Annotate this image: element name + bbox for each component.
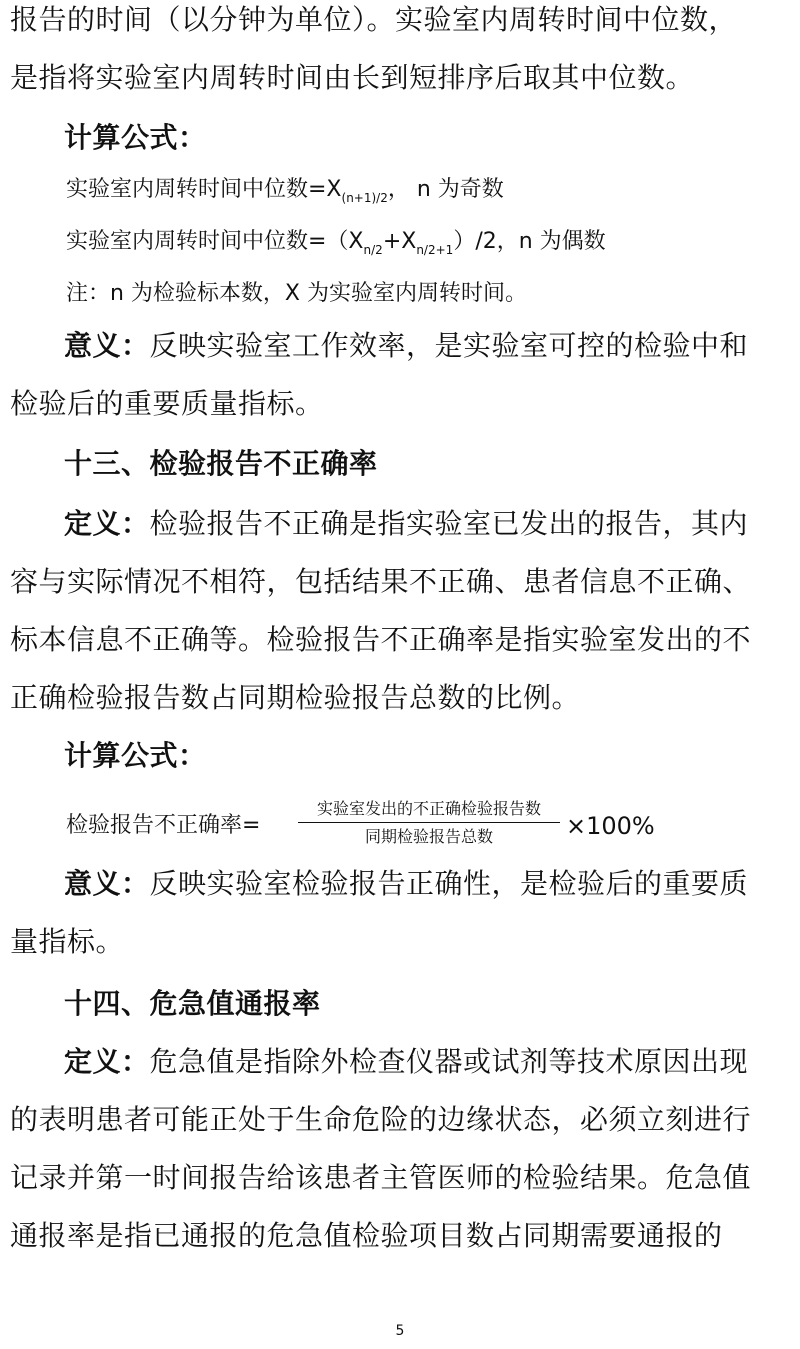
- definition-paragraph: [64, 1042, 790, 1082]
- significance-text: 反映实验室工作效率，是实验室可控的检验中和: [149, 329, 749, 362]
- significance-paragraph: [64, 326, 790, 366]
- body-text-line: 检验后的重要质量指标。: [10, 387, 324, 420]
- body-text-line: 的表明患者可能正处于生命危险的边缘状态，必须立刻进行: [10, 1103, 752, 1136]
- section-heading-13: 十三、检验报告不正确率: [64, 447, 378, 480]
- formula-odd: [66, 174, 504, 214]
- formula-label: 计算公式：: [64, 121, 207, 154]
- definition-text: 危急值是指除外检查仪器或试剂等技术原因出现: [149, 1045, 749, 1078]
- formula-even-subscript-2: n/2+1: [416, 243, 454, 257]
- fraction-numerator: 实验室发出的不正确检验报告数: [316, 799, 541, 818]
- significance-lead: 意义：: [64, 329, 150, 362]
- page-number: 5: [395, 1323, 405, 1339]
- formula-odd-subscript: (n+1)/2: [341, 191, 388, 205]
- significance-lead: 意义：: [64, 867, 150, 900]
- definition-lead: 定义：: [64, 1045, 150, 1078]
- definition-lead: 定义：: [64, 507, 150, 540]
- formula-odd-text: 实验室内周转时间中位数=X: [66, 177, 342, 202]
- body-text-line: 报告的时间（以分钟为单位）。实验室内周转时间中位数，: [10, 3, 738, 36]
- body-text-line: 容与实际情况不相符，包括结果不正确、患者信息不正确、: [10, 565, 752, 598]
- body-text-line: 量指标。: [10, 925, 125, 958]
- body-text-line: 是指将实验室内周转时间由长到短排序后取其中位数。: [10, 61, 695, 94]
- fraction-bar: [298, 822, 560, 823]
- formula-even-text: 实验室内周转时间中位数=（X: [66, 229, 364, 254]
- formula-even-subscript-1: n/2: [363, 243, 383, 257]
- significance-paragraph: [64, 864, 790, 904]
- formula-even-plus: +X: [382, 229, 417, 254]
- formula-even-tail: ）/2，n 为偶数: [453, 229, 606, 254]
- body-text-line: 标本信息不正确等。检验报告不正确率是指实验室发出的不: [10, 623, 752, 656]
- fraction: [298, 798, 560, 848]
- formula-even: [66, 226, 606, 266]
- fraction-denominator: 同期检验报告总数: [364, 827, 493, 846]
- definition-paragraph: [64, 504, 790, 544]
- body-text-line: 记录并第一时间报告给该患者主管医师的检验结果。危急值: [10, 1161, 752, 1194]
- significance-text: 反映实验室检验报告正确性，是检验后的重要质: [149, 867, 749, 900]
- fraction-lhs: 检验报告不正确率=: [66, 813, 261, 838]
- definition-text: 检验报告不正确是指实验室已发出的报告，其内: [149, 507, 749, 540]
- body-text-line: 通报率是指已通报的危急值检验项目数占同期需要通报的: [10, 1219, 723, 1252]
- section-heading-14: 十四、危急值通报率: [64, 987, 321, 1020]
- formula-label: 计算公式：: [64, 739, 207, 772]
- fraction-multiplier: ×100%: [566, 812, 655, 840]
- body-text-line: 正确检验报告数占同期检验报告总数的比例。: [10, 681, 581, 714]
- formula-odd-tail: ， n 为奇数: [387, 177, 504, 202]
- formula-note: 注：n 为检验标本数，X 为实验室内周转时间。: [66, 281, 528, 306]
